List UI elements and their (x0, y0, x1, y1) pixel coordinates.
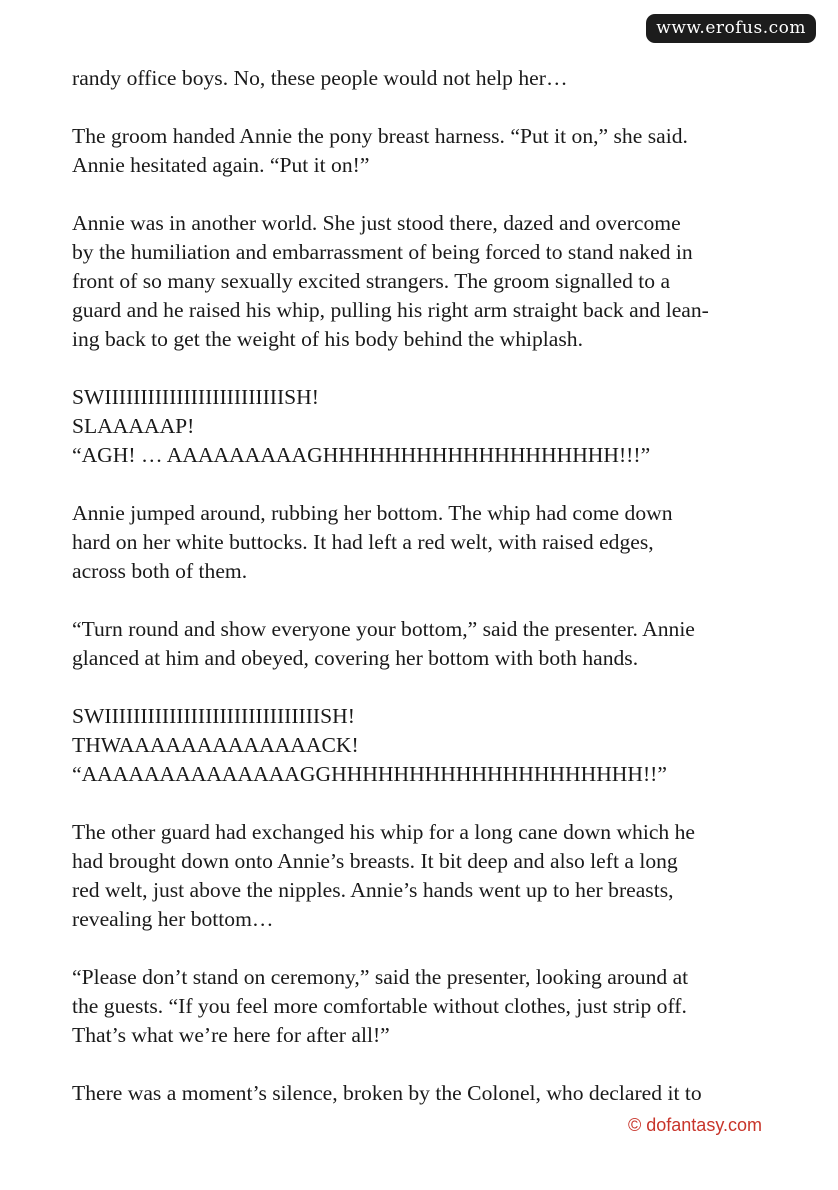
text-line: glanced at him and obeyed, covering her bottom with both hands. (72, 646, 639, 670)
copyright-footer: © dofantasy.com (628, 1115, 762, 1135)
text-line: Annie was in another world. She just stood there, dazed and overcome (72, 211, 681, 235)
text-line: hard on her white buttocks. It had left a red welt, with raised edges, (72, 530, 654, 554)
text-line: randy office boys. No, these people would not help her… (72, 66, 568, 90)
text-line: SLAAAAAP! (72, 414, 195, 438)
paragraph (72, 963, 772, 1050)
text-line: The groom handed Annie the pony breast harness. “Put it on,” she said. (72, 124, 688, 148)
paragraph (72, 122, 772, 180)
paragraph (72, 1079, 772, 1108)
paragraph (72, 64, 772, 93)
text-line: front of so many sexually excited strangers. The groom signalled to a (72, 269, 671, 293)
text-line: red welt, just above the nipples. Annie’s hands went up to her breasts, (72, 878, 674, 902)
text-line: That’s what we’re here for after all!” (72, 1023, 390, 1047)
text-line: “AAAAAAAAAAAAAAGGHHHHHHHHHHHHHHHHHHHH!!” (72, 762, 667, 786)
text-line: ing back to get the weight of his body behind the whiplash. (72, 327, 583, 351)
text-line: the guests. “If you feel more comfortable without clothes, just strip off. (72, 994, 687, 1018)
paragraph (72, 499, 772, 586)
text-line: There was a moment’s silence, broken by the Colonel, who declared it to (72, 1081, 702, 1105)
text-line: SWIIIIIIIIIIIIIIIIIIIIIIIIISH! (72, 385, 319, 409)
text-line: Annie jumped around, rubbing her bottom. The whip had come down (72, 501, 673, 525)
paragraph (72, 702, 772, 789)
text-line: “AGH! … AAAAAAAAAGHHHHHHHHHHHHHHHHHHH!!!” (72, 443, 651, 467)
text-line: “Turn round and show everyone your bottom,” said the presenter. Annie (72, 617, 695, 641)
text-line: The other guard had exchanged his whip for a long cane down which he (72, 820, 696, 844)
paragraph (72, 383, 772, 470)
paragraph (72, 818, 772, 934)
story-text (72, 64, 772, 1137)
paragraph (72, 615, 772, 673)
text-line: “Please don’t stand on ceremony,” said the presenter, looking around at (72, 965, 689, 989)
text-line: revealing her bottom… (72, 907, 274, 931)
text-line: THWAAAAAAAAAAAAACK! (72, 733, 359, 757)
text-line: had brought down onto Annie’s breasts. It bit deep and also left a long (72, 849, 678, 873)
paragraph (72, 209, 772, 354)
text-line: Annie hesitated again. “Put it on!” (72, 153, 370, 177)
watermark-badge: www.erofus.com (646, 14, 816, 43)
text-line: by the humiliation and embarrassment of being forced to stand naked in (72, 240, 693, 264)
text-line: guard and he raised his whip, pulling his right arm straight back and lean- (72, 298, 709, 322)
text-line: SWIIIIIIIIIIIIIIIIIIIIIIIIIIIIIISH! (72, 704, 355, 728)
text-line: across both of them. (72, 559, 248, 583)
